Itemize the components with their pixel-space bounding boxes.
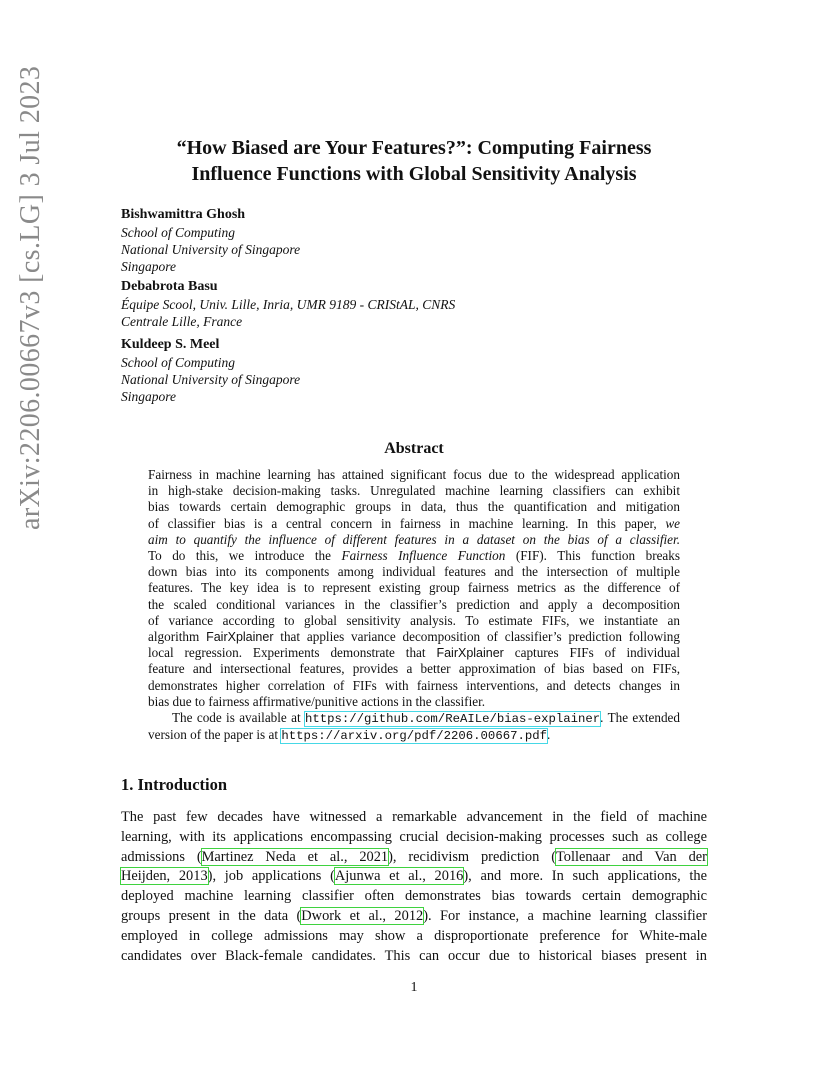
abstract-line: of classifier bias is a central concern in fairness in machine learning. In this paper, we bbox=[148, 515, 681, 531]
author-affiliation: National University of Singapore bbox=[121, 372, 301, 387]
author-block-basu bbox=[121, 278, 455, 330]
abstract-heading: Abstract bbox=[384, 440, 444, 457]
abstract-text bbox=[148, 467, 680, 744]
abstract-line: down bias into its components among individual features and the intersection of multiple bbox=[148, 564, 680, 580]
section-heading-introduction: 1. Introduction bbox=[121, 775, 228, 794]
author-affiliation: Équipe Scool, Univ. Lille, Inria, UMR 9189 - CRIStAL, CNRS bbox=[121, 297, 456, 312]
citation-link[interactable]: Martinez Neda et al., 2021 bbox=[201, 848, 389, 865]
author-affiliation: National University of Singapore bbox=[121, 242, 301, 257]
citation-link[interactable]: Ajunwa et al., 2016 bbox=[334, 868, 464, 885]
code-availability-line: The code is available at https://github.com/ReAILe/bias-explainer. The extended bbox=[172, 710, 680, 727]
body-line: groups present in the data (Dwork et al., 2012). For instance, a machine learning classifier bbox=[121, 907, 707, 924]
body-line: The past few decades have witnessed a remarkable advancement in the field of machine bbox=[121, 809, 707, 825]
abstract-line: aim to quantify the influence of different features in a dataset on the bias of a classifier. bbox=[148, 531, 680, 547]
abstract-line: the scaled conditional variances in the classifier’s prediction and apply a decomposition bbox=[148, 596, 680, 612]
abstract-line: bias towards certain demographic groups in data, thus the quantification and mitigation bbox=[148, 499, 680, 515]
abstract-line: local regression. Experiments demonstrate that FairXplainer captures FIFs of individual bbox=[148, 645, 680, 661]
abstract-line: demonstrates higher correlation of FIFs with fairness interventions, and detects changes in bbox=[148, 677, 680, 693]
abstract-line: algorithm FairXplainer that applies variance decomposition of classifier’s prediction following bbox=[148, 629, 680, 645]
citation-link[interactable]: Dwork et al., 2012 bbox=[301, 907, 424, 924]
author-affiliation: Singapore bbox=[121, 259, 176, 274]
author-block-ghosh bbox=[121, 206, 300, 275]
abstract-line: in high-stake decision-making tasks. Unregulated machine learning classifiers can exhibit bbox=[148, 483, 680, 499]
author-affiliation: School of Computing bbox=[121, 225, 235, 240]
body-line: Heijden, 2013), job applications (Ajunwa et al., 2016), and more. In such applications, the bbox=[121, 868, 708, 885]
abstract-line: bias due to fairness affirmative/punitive actions in the classifier. bbox=[148, 693, 486, 709]
title-line-1: “How Biased are Your Features?”: Computing Fairness bbox=[176, 137, 652, 159]
github-link[interactable]: https://github.com/ReAILe/bias-explainer bbox=[304, 712, 601, 727]
arxiv-identifier: arXiv:2206.00667v3 [cs.LG] 3 Jul 2023 bbox=[15, 65, 46, 530]
author-name: Debabrota Basu bbox=[121, 279, 218, 294]
author-affiliation: School of Computing bbox=[121, 355, 235, 370]
author-affiliation: Singapore bbox=[121, 389, 176, 404]
extended-version-line: version of the paper is at https://arxiv.org/pdf/2206.00667.pdf. bbox=[148, 727, 551, 744]
title-line-2: Influence Functions with Global Sensitivity Analysis bbox=[191, 163, 637, 185]
abstract-line: feature and intersectional features, provides a better approximation of bias based on FIFs, bbox=[148, 661, 680, 677]
body-line: employed in college admissions may show a disproportionate preference for White-male bbox=[121, 927, 707, 944]
author-block-meel bbox=[121, 336, 300, 405]
body-line: learning, with its applications encompassing crucial decision-making processes such as college bbox=[121, 828, 707, 845]
abstract-line: To do this, we introduce the Fairness Influence Function (FIF). This function breaks bbox=[148, 548, 681, 564]
abstract-line: of variance according to global sensitivity analysis. To estimate FIFs, we instantiate an bbox=[148, 612, 680, 628]
algorithm-name: FairXplainer bbox=[436, 646, 504, 661]
page-number: 1 bbox=[410, 980, 418, 995]
citation-link[interactable]: Heijden, 2013 bbox=[121, 868, 208, 885]
body-line: admissions (Martinez Neda et al., 2021), recidivism prediction (Tollenaar and Van der bbox=[121, 848, 707, 865]
introduction-paragraph bbox=[121, 808, 707, 966]
arxiv-pdf-link[interactable]: https://arxiv.org/pdf/2206.00667.pdf bbox=[281, 729, 547, 744]
paper-title bbox=[100, 135, 728, 187]
author-affiliation: Centrale Lille, France bbox=[121, 314, 243, 329]
body-line: deployed machine learning classifier often demonstrates bias towards certain demographic bbox=[121, 888, 707, 905]
body-line: candidates over Black-female candidates. This can occur due to historical biases present in bbox=[121, 947, 707, 964]
abstract-line: Fairness in machine learning has attained significant focus due to the widespread application bbox=[148, 467, 680, 482]
author-name: Kuldeep S. Meel bbox=[121, 337, 220, 352]
citation-link[interactable]: Tollenaar and Van der bbox=[555, 848, 707, 865]
author-name: Bishwamittra Ghosh bbox=[121, 207, 246, 222]
abstract-line: features. The key idea is to represent existing group fairness metrics as the difference of bbox=[148, 580, 680, 596]
algorithm-name: FairXplainer bbox=[206, 630, 274, 645]
